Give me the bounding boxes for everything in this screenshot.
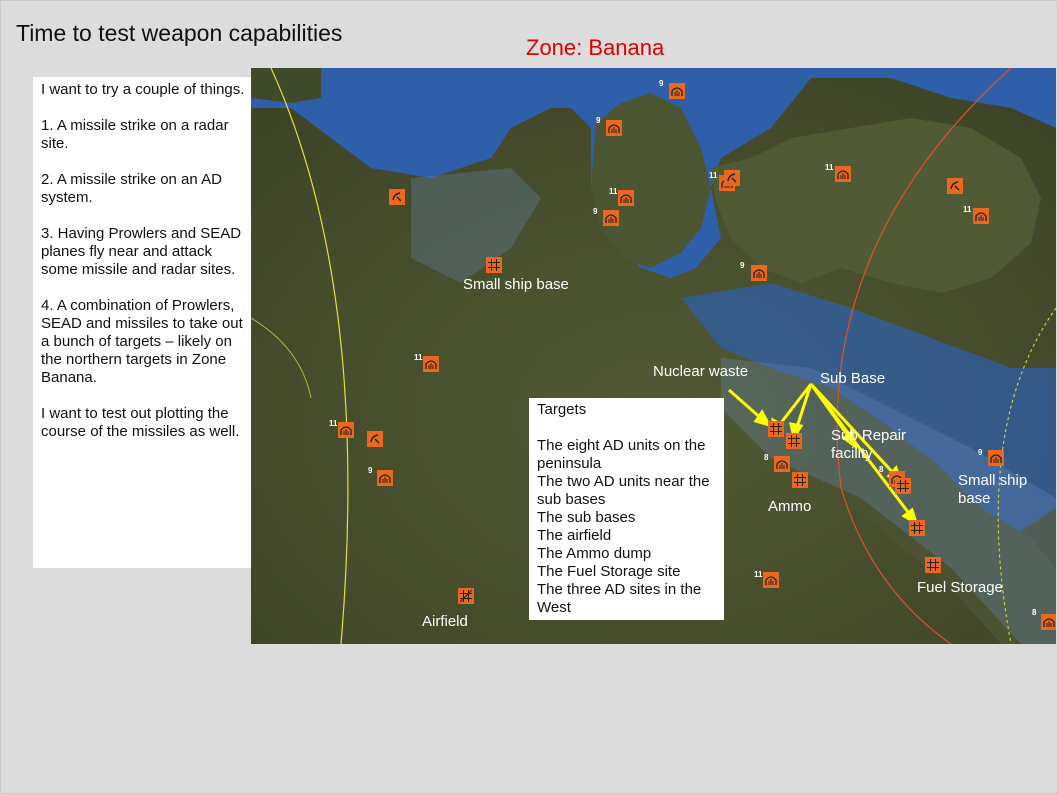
target-line: The two AD units near the sub bases [537, 473, 710, 508]
sam-site-icon[interactable] [835, 166, 851, 182]
notes-closing: I want to test out plotting the course of the missiles as well. [41, 405, 240, 440]
sam-number: 9 [740, 261, 745, 270]
sam-number: 8 [764, 453, 769, 462]
sam-site-icon[interactable] [618, 190, 634, 206]
sam-site-icon[interactable] [606, 120, 622, 136]
notes-box [33, 77, 259, 568]
radar-site-icon[interactable] [389, 189, 405, 205]
sam-number: 9 [368, 466, 373, 475]
notes-item-4: 4. A combination of Prowlers, SEAD and missiles to take out a bunch of targets – likely on the northern targets in Zone Banana. [41, 297, 243, 386]
sam-number: 11 [609, 187, 618, 196]
radar-site-icon[interactable] [367, 431, 383, 447]
label-fuel-storage: Fuel Storage [917, 579, 1003, 596]
label-sub-base: Sub Base [820, 370, 886, 387]
sam-site-icon[interactable] [603, 210, 619, 226]
sam-number: 8 [1032, 608, 1037, 617]
zone-title: Zone: Banana [526, 35, 665, 60]
sam-number: 8 [879, 465, 884, 474]
target-line: The airfield [537, 527, 612, 544]
sam-site-icon[interactable] [973, 208, 989, 224]
facility-icon[interactable] [909, 520, 925, 536]
sam-site-icon[interactable] [423, 356, 439, 372]
label-nuclear-waste: Nuclear waste [653, 363, 749, 380]
sam-number: 11 [414, 353, 423, 362]
sam-number: 9 [659, 79, 664, 88]
radar-site-icon[interactable] [724, 170, 740, 186]
sam-number: 11 [963, 205, 972, 214]
sam-site-icon[interactable] [751, 265, 767, 281]
facility-icon[interactable] [768, 421, 784, 437]
airfield-icon[interactable] [458, 588, 474, 604]
label-small-ship-base-west: Small ship base [463, 276, 569, 293]
sam-number: 9 [978, 448, 983, 457]
sam-site-icon[interactable] [669, 83, 685, 99]
notes-item-2: 2. A missile strike on an AD system. [41, 171, 222, 206]
target-line: The eight AD units on the peninsula [537, 437, 706, 472]
radar-site-icon[interactable] [947, 178, 963, 194]
label-ammo: Ammo [768, 498, 812, 515]
facility-icon[interactable] [486, 257, 502, 273]
targets-title: Targets [537, 401, 587, 418]
fuel-storage-icon[interactable] [925, 557, 941, 573]
slide-title: Time to test weapon capabilities [16, 20, 343, 46]
label-airfield: Airfield [422, 613, 468, 630]
sam-site-icon[interactable] [988, 450, 1004, 466]
sam-number: 9 [596, 116, 601, 125]
sam-site-icon[interactable] [377, 470, 393, 486]
notes-item-1: 1. A missile strike on a radar site. [41, 117, 229, 152]
sam-site-icon[interactable] [338, 422, 354, 438]
sam-number: 11 [709, 171, 718, 180]
target-line: The sub bases [537, 509, 636, 526]
label-sub-repair: Sub Repair facility [831, 427, 907, 462]
sam-site-icon[interactable] [763, 572, 779, 588]
target-line: The Fuel Storage site [537, 563, 681, 580]
facility-icon[interactable] [786, 433, 802, 449]
ammo-dump-icon[interactable] [792, 472, 808, 488]
sam-number: 11 [329, 419, 338, 428]
target-line: The Ammo dump [537, 545, 652, 562]
target-line: The three AD sites in the West [537, 581, 702, 616]
label-small-ship-base-east: Small ship base [958, 472, 1028, 507]
facility-icon[interactable] [895, 478, 911, 494]
targets-box [529, 398, 724, 620]
sam-number: 11 [825, 163, 834, 172]
coast-strip [251, 68, 321, 103]
notes-item-3: 3. Having Prowlers and SEAD planes fly near and attack some missile and radar sites. [41, 225, 242, 278]
sam-site-icon[interactable] [774, 456, 790, 472]
sam-site-icon[interactable] [1041, 614, 1056, 630]
notes-intro: I want to try a couple of things. [41, 81, 245, 98]
sam-number: 9 [593, 207, 598, 216]
map[interactable] [251, 68, 1056, 644]
sam-number: 11 [754, 570, 763, 579]
